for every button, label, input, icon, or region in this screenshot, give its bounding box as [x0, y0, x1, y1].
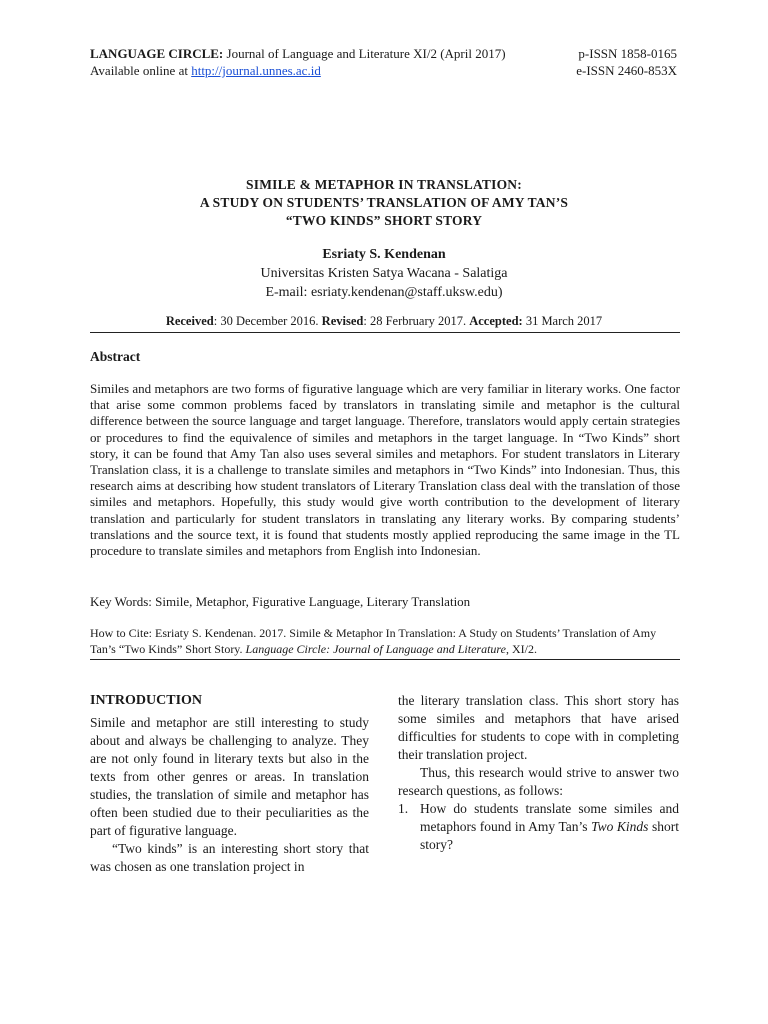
received-date: : 30 December 2016.	[213, 314, 322, 328]
availability-line	[90, 62, 506, 79]
revised-label: Revised	[321, 314, 364, 328]
how-to-cite	[90, 626, 680, 657]
journal-citation-line	[90, 45, 506, 62]
title-line-3: “TWO KINDS” SHORT STORY	[285, 213, 483, 228]
intro-paragraph-1: Simile and metaphor are still interesting to study about and always be challenging to analyze. They are not only found in literary texts but also in the texts from other genres or areas. In translation studies, the translation of simile and metaphor has often been studied due to their peculiarities as the part of figurative language.	[90, 715, 369, 838]
title-line-1: SIMILE & METAPHOR IN TRANSLATION:	[246, 177, 522, 192]
accepted-label: Accepted:	[469, 314, 523, 328]
question-number: 1.	[398, 801, 409, 816]
intro-paragraph-2: “Two kinds” is an interesting short story that was chosen as one translation project in	[90, 841, 369, 874]
author-affiliation-block	[90, 264, 678, 302]
e-issn: e-ISSN 2460-853X	[576, 63, 677, 78]
paper-title	[90, 176, 678, 230]
issn-block	[576, 45, 677, 79]
divider-bottom	[90, 659, 680, 660]
question-text	[420, 800, 679, 854]
introduction-heading: INTRODUCTION	[90, 693, 203, 708]
keywords: Key Words: Simile, Metaphor, Figurative Language, Literary Translation	[90, 594, 471, 609]
abstract-heading: Abstract	[90, 349, 141, 364]
submission-dates	[90, 314, 678, 329]
p-issn: p-ISSN 1858-0165	[578, 46, 677, 61]
citation-journal: Language Circle: Journal of Language and Literature	[245, 641, 506, 656]
divider-top	[90, 332, 680, 333]
author-email: E-mail: esriaty.kendenan@staff.uksw.edu)	[265, 285, 503, 300]
revised-date: : 28 Ferbruary 2017.	[363, 314, 470, 328]
intro-paragraph-2-continued: the literary translation class. This short story has some similes and metaphors that have arised difficulties for students to cope with in completing their translation project.	[398, 693, 679, 762]
body-column-right	[398, 692, 679, 854]
research-question-1	[398, 800, 679, 854]
accepted-date: 31 March 2017	[522, 314, 603, 328]
citation-text: How to Cite: Esriaty S. Kendenan. 2017. Simile & Metaphor In Translation: A Study on Students’ Translation of Amy Tan’s “Two Kinds” Short Story.	[90, 626, 657, 656]
question-text-end: short story?	[420, 819, 679, 852]
abstract-text: Similes and metaphors are two forms of figurative language which are very familiar in literary works. One factor that arise some common problems faced by translators in translating simile and metaphor is the cultural difference between the source language and target language. Therefore, translators would apply certain strategies or procedures to find the equivalence of similes and metaphors in the target language. In “Two Kinds” short story, it can be found that Amy Tan also uses several similes and metaphors. For student translators in Literary Translation class, it is a challenge to translate similes and metaphors in “Two Kinds” into Indonesian. Thus, this research aims at describing how student translators of Literary Translation class deal with the translation of those similes and metaphors. Hopefully, this study would give worth contribution to the development of literary translation and particularly for student translators in translating any literary works. By comparing students’ translations and the source text, it is found that students mostly applied reproducing the same image in the TL procedure to translate similes and metaphors from English into Indonesian.	[90, 381, 680, 559]
author-affiliation: Universitas Kristen Satya Wacana - Salatiga	[260, 266, 508, 281]
journal-header	[90, 45, 506, 79]
author-name: Esriaty S. Kendenan	[322, 247, 446, 262]
citation-suffix: , XI/2.	[505, 641, 537, 656]
title-line-2: A STUDY ON STUDENTS’ TRANSLATION OF AMY TAN’S	[199, 195, 569, 210]
story-title: Two Kinds	[591, 819, 649, 834]
available-prefix: Available online at	[90, 63, 192, 78]
body-column-left	[90, 692, 369, 876]
question-text-start: How do students translate some similes and metaphors found in Amy Tan’s	[420, 801, 679, 834]
intro-paragraph-3: Thus, this research would strive to answer two research questions, as follows:	[398, 765, 679, 798]
received-label: Received	[165, 314, 214, 328]
journal-url-link[interactable]: http://journal.unnes.ac.id	[191, 63, 321, 78]
journal-detail: Journal of Language and Literature XI/2 (April 2017)	[223, 46, 506, 61]
journal-name: LANGUAGE CIRCLE:	[90, 46, 224, 61]
